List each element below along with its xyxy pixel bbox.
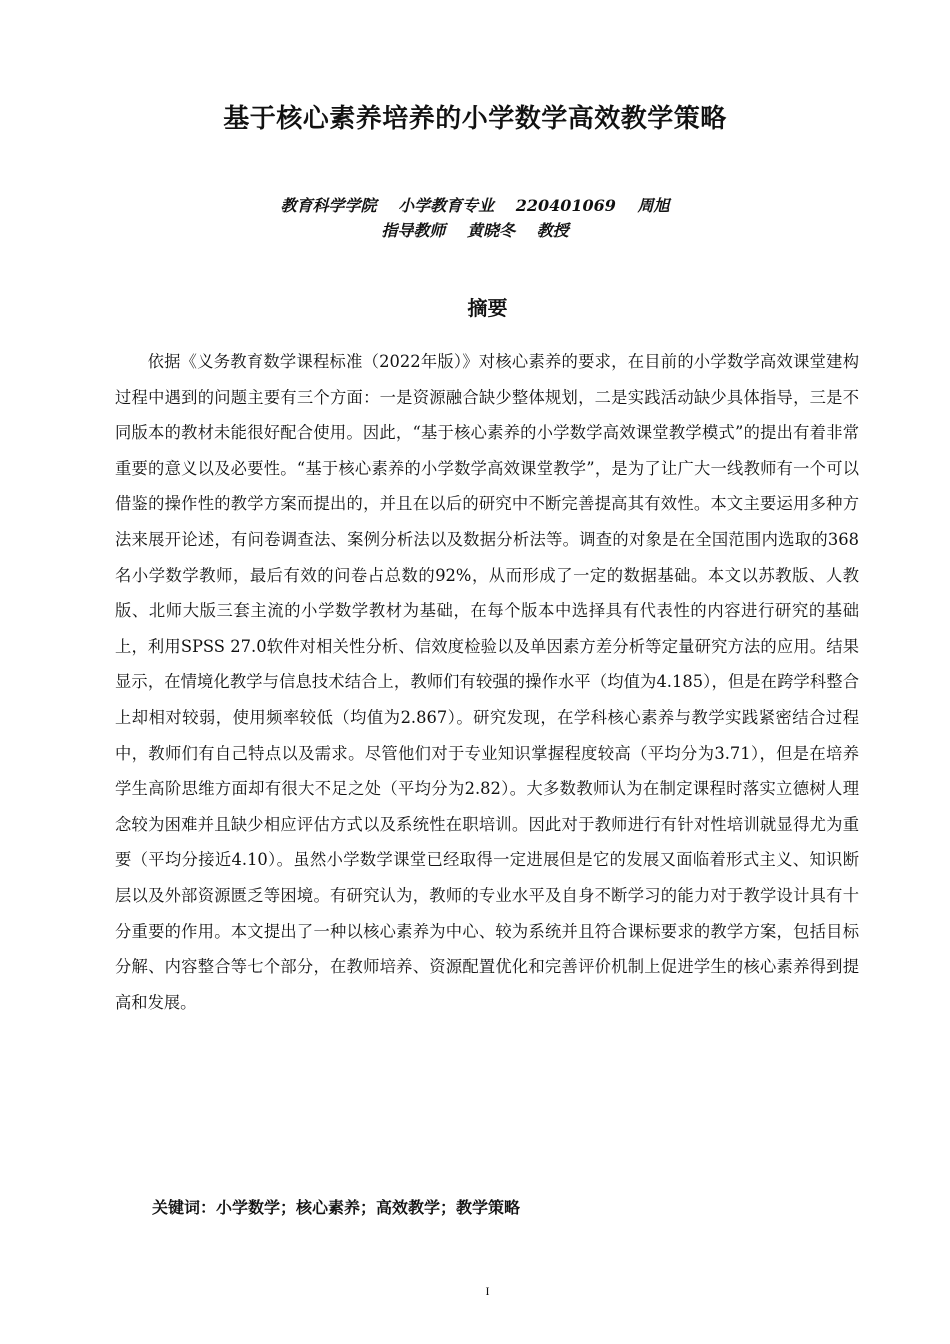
abstract-heading: 摘要 — [467, 296, 508, 320]
abstract-paragraph: 依据《义务教育数学课程标准（2022年版）》对核心素养的要求，在目前的小学数学高效课堂建构过程中遇到的问题主要有三个方面：一是资源融合缺少整体规划，二是实践活动缺少具体指导，三是不同版本的教材未能很好配合使用。因此，“基于核心素养的小学数学高效课堂教学模式”的提出有着非常重要的意义以及必要性。“基于核心素养的小学数学高效课堂教学”，是为了让广大一线教师有一个可以借鉴的操作性的教学方案而提出的，并且在以后的研究中不断完善提高其有效性。本文主要运用多种方法来展开论述，有问卷调查法、案例分析法以及数据分析法等。调查的对象是在全国范围内选取的368名小学数学教师，最后有效的问卷占总数的92%，从而形成了一定的数据基础。本文以苏教版、人教版、北师大版三套主流的小学数学教材为基础，在每个版本中选择具有代表性的内容进行研究的基础上，利用SPSS 27.0软件对相关性分析、信效度检验以及单因素方差分析等定量研究方法的应用。结果显示，在情境化教学与信息技术结合上，教师们有较强的操作水平（均值为4.185），但是在跨学科整合上却相对较弱，使用频率较低（均值为2.867）。研究发现，在学科核心素养与教学实践紧密结合过程中，教师们有自己特点以及需求。尽管他们对于专业知识掌握程度较高（平均分为3.71），但是在培养学生高阶思维方面却有很大不足之处（平均分为2.82）。大多数教师认为在制定课程时落实立德树人理念较为困难并且缺少相应评估方式以及系统性在职培训。因此对于教师进行有针对性培训就显得尤为重要（平均分接近4.10）。虽然小学数学课堂已经取得一定进展但是它的发展又面临着形式主义、知识断层以及外部资源匮乏等困境。有研究认为，教师的专业水平及自身不断学习的能力对于教学设计具有十分重要的作用。本文提出了一种以核心素养为中心、较为系统并且符合课标要求的教学方案，包括目标分解、内容整合等七个部分，在教师培养、资源配置优化和完善评价机制上促进学生的核心素养得到提高和发展。 — [115, 352, 859, 1012]
advisor-label: 指导教师 — [381, 221, 446, 240]
advisor-name: 黄晓冬 — [466, 221, 515, 240]
advisor-line — [0, 218, 950, 241]
advisor-title: 教授 — [536, 221, 569, 240]
author-line — [0, 193, 950, 216]
major-name: 小学教育专业 — [398, 196, 495, 215]
student-id: 220401069 — [515, 196, 616, 215]
keywords-line: 关键词：小学数学；核心素养；高效教学；教学策略 — [152, 1198, 521, 1217]
author-name: 周旭 — [637, 196, 670, 215]
paper-title: 基于核心素养培养的小学数学高效教学策略 — [223, 104, 727, 134]
school-name: 教育科学学院 — [280, 196, 377, 215]
page-number: I — [485, 1284, 490, 1298]
